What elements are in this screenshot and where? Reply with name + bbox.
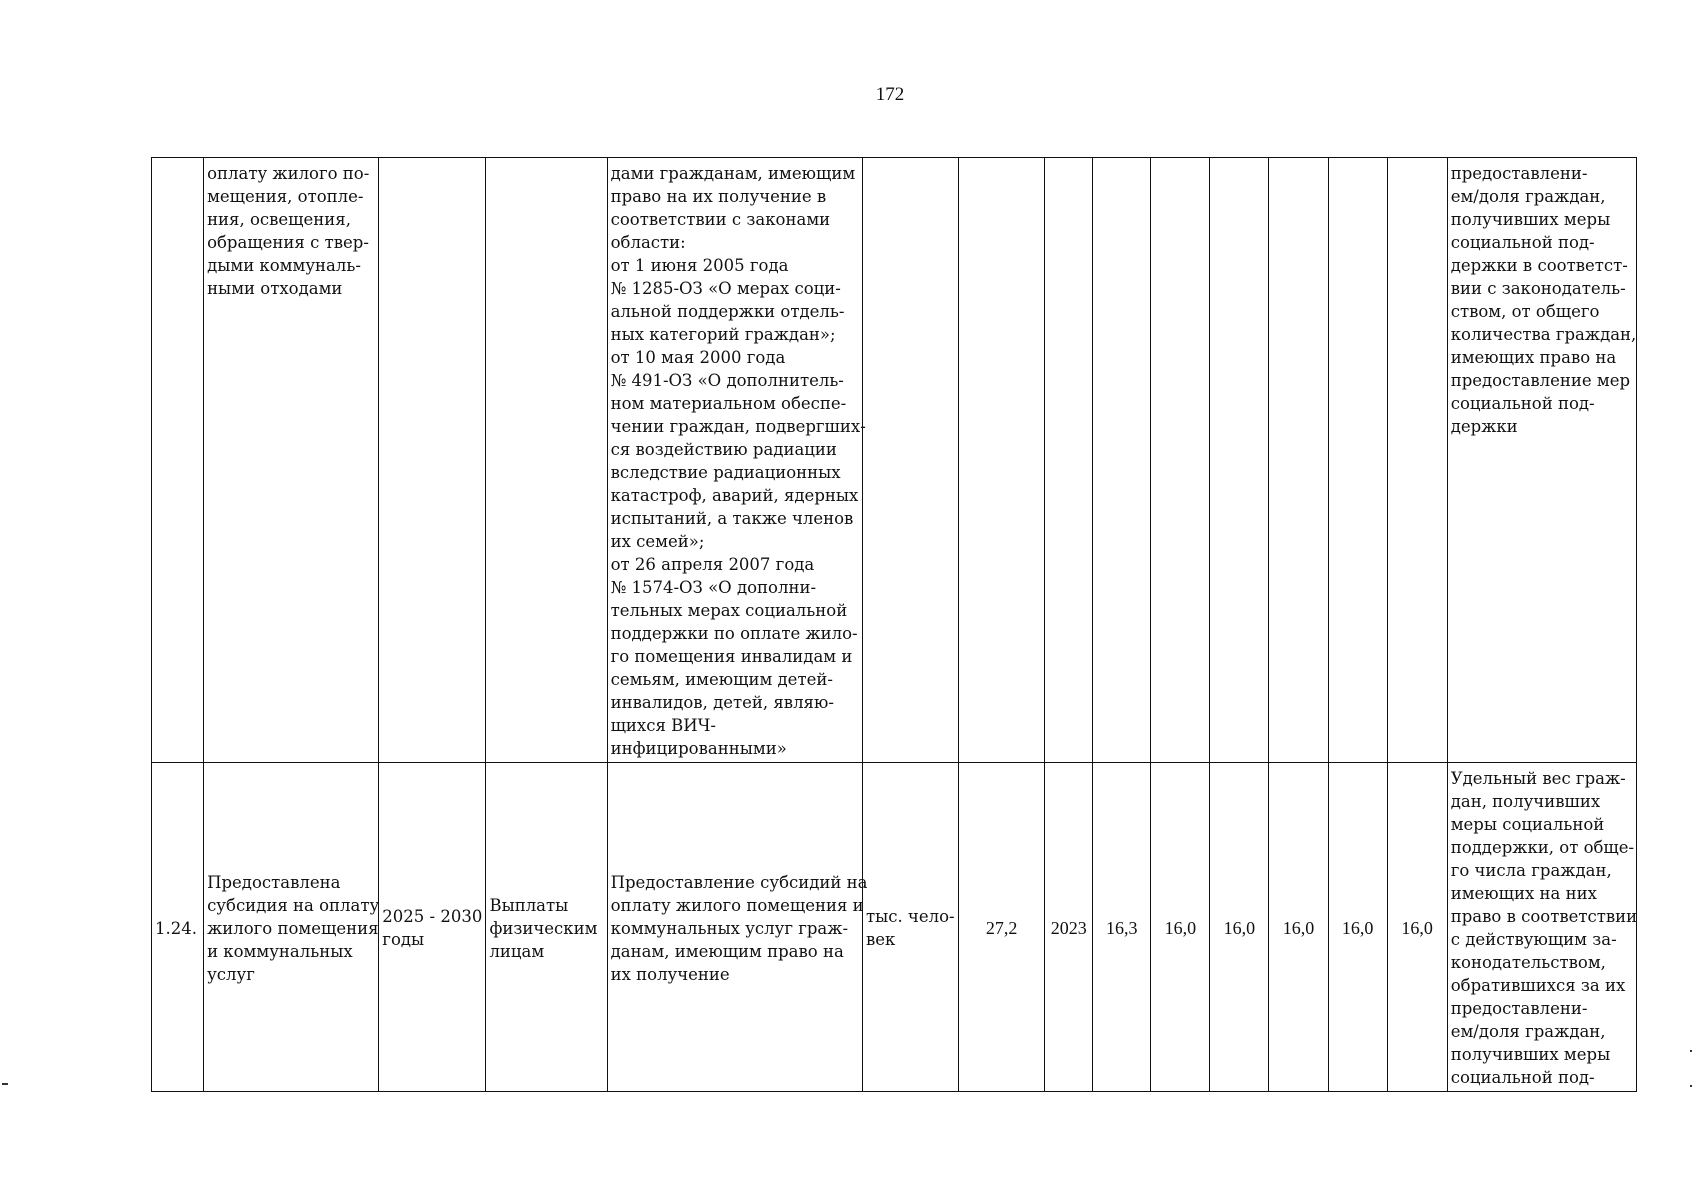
row-index-cell	[152, 158, 204, 763]
table-row	[152, 158, 1637, 763]
row-index-cell: 1.24.	[152, 763, 204, 1092]
value-cell: 16,3	[1093, 763, 1151, 1092]
table-row	[152, 763, 1637, 1092]
base-year-cell: 2023	[1045, 763, 1093, 1092]
funding-type-cell	[486, 158, 607, 763]
indicator-cell	[1447, 763, 1636, 1092]
event-cell	[204, 763, 379, 1092]
description-text: Предоставление субсидий на оплату жилого помещения и коммунальных услуг граж- данам, имеющим право на их получение	[610, 872, 868, 984]
event-cell	[204, 158, 379, 763]
indicator-text: предоставлени- ем/доля граждан, получивших меры социальной под- держки в соответст- вии с законодатель- ством, от общего количества граждан, имеющих право на предоставление мер социальной под- держки	[1450, 164, 1637, 436]
event-text: оплату жилого по- мещения, отопле- ния, освещения, обращения с твер- дыми коммуналь- ными отходами	[207, 164, 370, 298]
period-cell	[379, 763, 486, 1092]
value-cell: 16,0	[1269, 763, 1328, 1092]
value-cell	[1269, 158, 1328, 763]
description-cell	[607, 763, 868, 1092]
value-cell: 16,0	[1210, 763, 1269, 1092]
value-cell	[1387, 158, 1447, 763]
period-cell	[379, 158, 486, 763]
measures-table	[151, 157, 1637, 1092]
base-value-cell: 27,2	[959, 763, 1045, 1092]
description-text: дами гражданам, имеющим право на их получение в соответствии с законами области: от 1 июня 2005 года № 1285-ОЗ «О мерах соци- альной поддержки отдель- ных категорий граждан»; от 10 мая 2000 года № 491-ОЗ «О дополнитель- ном материальном обеспе- чении граждан, подвергших- ся воздействию радиации вследствие радиационных катастроф, аварий, ядерных испытаний, а также членов их семей»; от 26 апреля 2007 года № 1574-ОЗ «О дополни- тельных мерах социальной поддержки по оплате жило- го помещения инвалидам и семьям, имеющим детей- инвалидов, детей, являю- щихся ВИЧ- инфицированными»	[610, 164, 866, 758]
indicator-text: Удельный вес граж- дан, получивших меры социальной поддержки, от обще- го числа граждан, имеющих на них право в соответствии с действующим за- конодательством, обратившихся за их предоставлени- ем/доля граждан, получивших меры социальной под-	[1450, 769, 1638, 1087]
page-number: 172	[875, 84, 905, 105]
indicator-cell	[1447, 158, 1636, 763]
scan-artifact	[2, 1083, 8, 1085]
value-cell: 16,0	[1328, 763, 1387, 1092]
scan-artifact	[1690, 1085, 1692, 1087]
value-cell	[1093, 158, 1151, 763]
event-text: Предоставлена субсидия на оплату жилого помещения и коммунальных услуг	[207, 872, 380, 984]
scan-artifact	[1690, 1050, 1692, 1052]
funding-type-cell	[486, 763, 607, 1092]
value-cell: 16,0	[1151, 763, 1210, 1092]
value-cell	[1151, 158, 1210, 763]
period-text: 2025 - 2030 годы	[382, 907, 483, 949]
value-cell	[1328, 158, 1387, 763]
value-cell	[1210, 158, 1269, 763]
unit-text: тыс. чело- век	[865, 907, 955, 949]
base-value-cell	[959, 158, 1045, 763]
unit-cell	[862, 158, 958, 763]
base-year-cell	[1045, 158, 1093, 763]
funding-type-text: Выплаты физическим лицам	[489, 895, 598, 961]
unit-cell	[862, 763, 958, 1092]
description-cell	[607, 158, 866, 763]
value-cell: 16,0	[1387, 763, 1447, 1092]
